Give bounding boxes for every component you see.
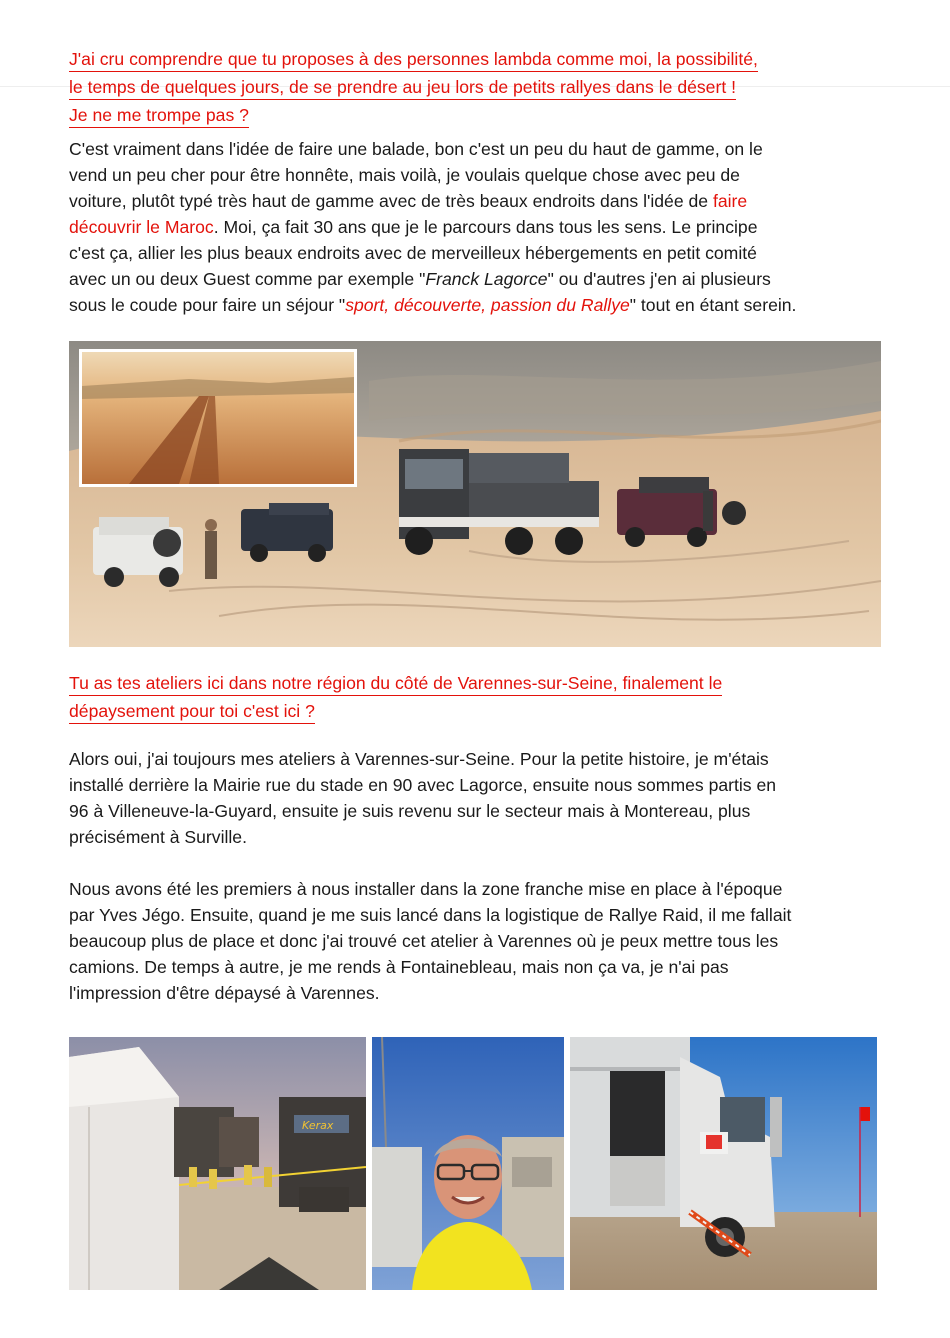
question-2 [69,670,722,726]
italic-name: Franck Lagorce [425,269,548,289]
answer-1 [69,136,899,318]
highlight-text: découvrir le Maroc [69,217,214,237]
question-line: J'ai cru comprendre que tu proposes à des personnes lambda comme moi, la possibilité, [69,47,758,72]
question-line: dépaysement pour toi c'est ici ? [69,699,315,724]
answer-line: camions. De temps à autre, je me rends à Fontainebleau, mais non ça va, je n'ai pas [69,957,729,977]
portrait-photo [372,1037,564,1290]
desert-convoy-photo [69,341,881,647]
answer-line: beaucoup plus de place et donc j'ai trouvé cet atelier à Varennes où je peux mettre tous les [69,931,779,951]
text-run: . Moi, ça fait 30 ans que je le parcours dans tous les sens. Le principe [213,217,758,237]
answer-3 [69,876,899,1006]
question-1 [69,46,758,130]
answer-line: Nous avons été les premiers à nous installer dans la zone franche mise en place à l'époque [69,879,783,899]
answer-line [69,266,899,292]
answer-line: vend un peu cher pour être honnête, mais voilà, je voulais quelque chose avec peu de [69,165,740,185]
answer-line: précisément à Surville. [69,827,247,847]
highlight-text: faire [712,191,748,211]
answer-line [69,188,899,214]
answer-line: Alors oui, j'ai toujours mes ateliers à Varennes-sur-Seine. Pour la petite histoire, je m'étais [69,749,769,769]
text-run: " tout en étant serein. [629,295,797,315]
text-run: avec un ou deux Guest comme par exemple " [69,269,426,289]
answer-line: installé derrière la Mairie rue du stade en 90 avec Lagorce, ensuite nous sommes partis en [69,775,777,795]
answer-line: par Yves Jégo. Ensuite, quand je me suis lancé dans la logistique de Rallye Raid, il me fallait [69,905,792,925]
workshop-truck-photo [570,1037,877,1290]
answer-line [69,292,899,318]
text-run: voiture, plutôt typé très haut de gamme avec de très beaux endroits dans l'idée de [69,191,713,211]
truck-plate-text: Kerax [302,1119,334,1132]
highlight-italic-text: sport, découverte, passion du Rallye [345,295,630,315]
answer-line: l'impression d'être dépaysé à Varennes. [69,983,380,1003]
answer-line: 96 à Villeneuve-la-Guyard, ensuite je suis revenu sur le secteur mais à Montereau, plus [69,801,751,821]
answer-line [69,214,899,240]
question-line: le temps de quelques jours, de se prendre au jeu lors de petits rallyes dans le désert ! [69,75,736,100]
text-run: " ou d'autres j'en ai plusieurs [547,269,771,289]
text-run: sous le coude pour faire un séjour " [69,295,346,315]
answer-line: c'est ça, allier les plus beaux endroits avec de merveilleux hébergements en petit comité [69,243,757,263]
bivouac-photo [69,1037,366,1290]
answer-line: C'est vraiment dans l'idée de faire une balade, bon c'est un peu du haut de gamme, on le [69,139,763,159]
question-line: Tu as tes ateliers ici dans notre région du côté de Varennes-sur-Seine, finalement le [69,671,722,696]
question-line: Je ne me trompe pas ? [69,103,249,128]
answer-2 [69,746,899,850]
